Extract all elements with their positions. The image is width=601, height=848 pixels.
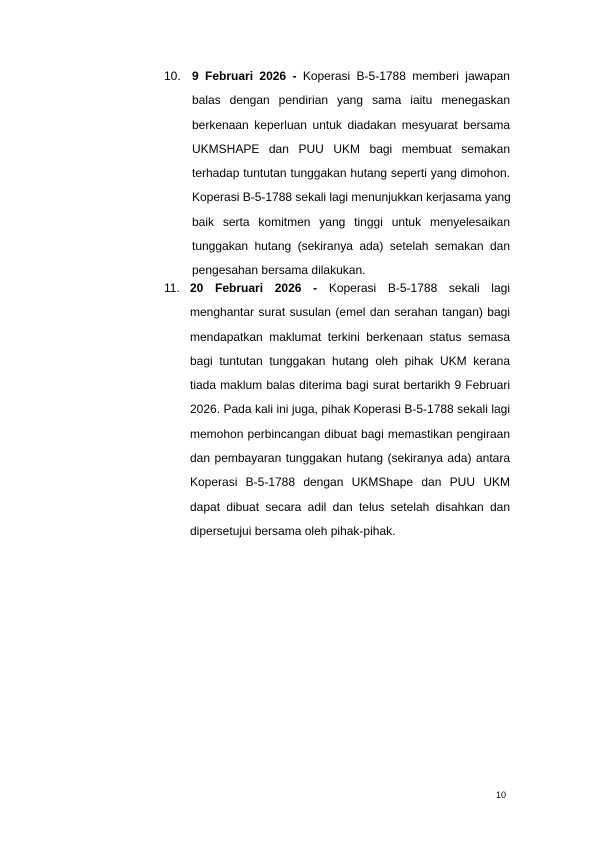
- paragraph-line: pengesahan bersama dilakukan.: [192, 263, 366, 278]
- item-date: 20 Februari 2026 -: [190, 281, 318, 295]
- paragraph-line: tunggakan hutang (sekiranya ada) setelah semakan dan: [192, 239, 510, 254]
- paragraph-line: Koperasi B-5-1788 sekali lagi: [328, 281, 510, 295]
- item-number: 10.: [164, 69, 181, 83]
- paragraph-line: Koperasi B-5-1788 sekali lagi menunjukkan kerjasama yang: [192, 190, 511, 205]
- item-date: 9 Februari 2026 -: [192, 69, 297, 83]
- paragraph-line: UKMSHAPE dan PUU UKM bagi membuat semakan: [192, 141, 510, 156]
- page-number: 10: [496, 790, 507, 800]
- paragraph-line: mendapatkan maklumat terkini berkenaan status semasa: [190, 329, 510, 344]
- paragraph-line: dan pembayaran tunggakan hutang (sekiranya ada) antara: [190, 451, 510, 466]
- paragraph-line: memohon perbincangan dibuat bagi memastikan pengiraan: [190, 426, 510, 441]
- paragraph-line: dipersetujui bersama oleh pihak-pihak.: [190, 523, 396, 538]
- paragraph-line: baik serta komitmen yang tinggi untuk menyelesaikan: [192, 214, 510, 229]
- item-number: 11.: [164, 281, 180, 295]
- paragraph-line: Koperasi B-5-1788 dengan UKMShape dan PUU UKM: [190, 475, 510, 490]
- paragraph-line-first: [192, 64, 510, 88]
- item-paragraph: [190, 276, 510, 543]
- paragraph-line: berkenaan keperluan untuk diadakan mesyuarat bersama: [192, 117, 510, 132]
- item-paragraph: [192, 64, 510, 283]
- paragraph-line: bagi tuntutan tunggakan hutang oleh pihak UKM kerana: [190, 353, 510, 368]
- paragraph-line: tiada maklum balas diterima bagi surat bertarikh 9 Februari: [190, 378, 510, 393]
- paragraph-line: Koperasi B-5-1788 memberi jawapan: [302, 69, 510, 83]
- paragraph-line: dapat dibuat secara adil dan telus setelah disahkan dan: [190, 499, 510, 514]
- paragraph-line: terhadap tuntutan tunggakan hutang seperti yang dimohon.: [192, 166, 510, 181]
- paragraph-line: balas dengan pendirian yang sama iaitu menegaskan: [192, 93, 510, 108]
- paragraph-line-first: [190, 276, 510, 300]
- paragraph-line: menghantar surat susulan (emel dan serahan tangan) bagi: [190, 305, 510, 320]
- paragraph-line: 2026. Pada kali ini juga, pihak Koperasi B-5-1788 sekali lagi: [190, 402, 510, 417]
